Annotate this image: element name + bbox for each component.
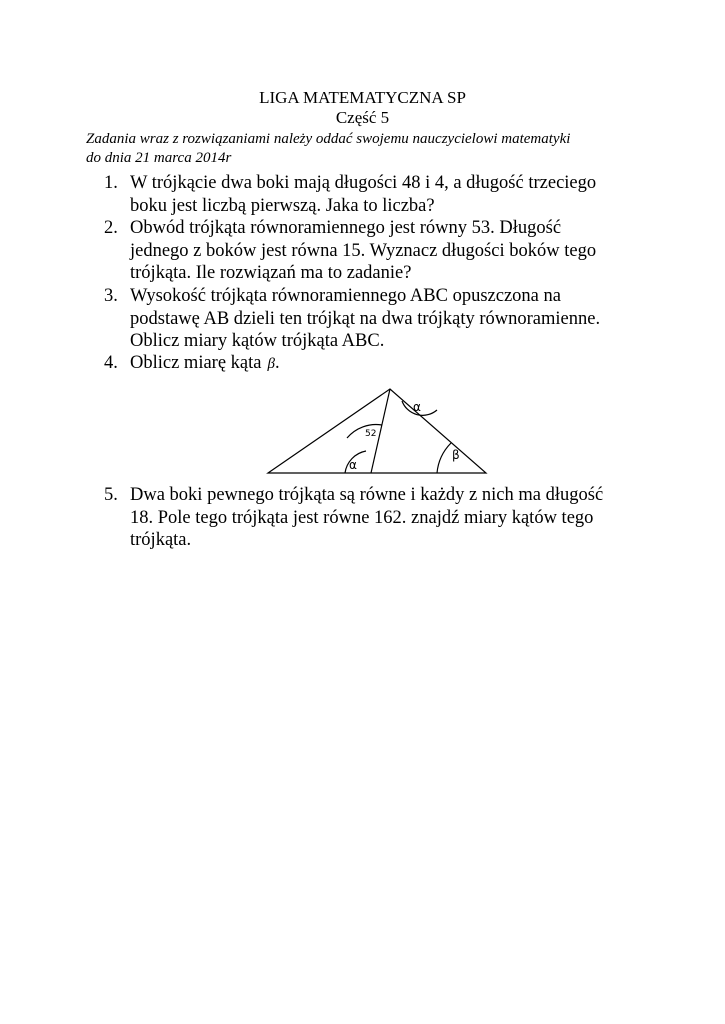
task-text-line: jednego z boków jest równa 15. Wyznacz długości boków tego [130,240,597,261]
task-text-line: Wysokość trójkąta równoramiennego ABC opuszczona na [130,286,561,306]
part-label: Część 5 [335,108,390,127]
task-3 [104,285,644,353]
task-number: 2. [104,218,118,238]
task-text-line: Obwód trójkąta równoramiennego jest równy 53. Długość [130,218,562,238]
task-number: 4. [104,353,118,373]
alpha-label-bottom: α [349,458,357,472]
task-5 [104,484,644,552]
task-text-line: trójkąta. [130,530,192,550]
task-text: Oblicz miarę kąta [130,353,262,373]
beta-angle-arc [437,443,451,473]
task-text-line: boku jest liczbą pierwszą. Jaka to liczba? [130,195,435,216]
task-4 [104,352,644,376]
task-number: 3. [104,286,118,306]
alpha-label-top: α [413,400,421,414]
task-text-line: podstawę AB dzieli ten trójkąt na dwa trójkąty równoramienne. [130,308,601,329]
task-text-line: W trójkącie dwa boki mają długości 48 i 4, a długość trzeciego [130,173,597,193]
triangle-figure [265,385,490,482]
task-number: 5. [104,485,118,505]
task-number: 1. [104,173,118,193]
task-text-line [104,352,644,376]
task-1 [104,172,644,217]
angle-52-label: 52 [365,429,377,439]
task-text-end: . [274,353,280,373]
task-text-line: 18. Pole tego trójkąta jest równe 162. znajdź miary kątów tego [130,507,594,528]
instructions-line-2: do dnia 21 marca 2014r [86,150,232,166]
task-text-line: trójkąta. Ile rozwiązań ma to zadanie? [130,263,412,283]
beta-label: β [452,448,460,462]
beta-symbol: β [267,356,275,372]
task-text-line: Oblicz miary kątów trójkąta ABC. [130,331,385,351]
task-2 [104,217,644,285]
instructions-line-1: Zadania wraz z rozwiązaniami należy oddać swojemu nauczycielowi matematyki [86,131,571,147]
task-text-line: Dwa boki pewnego trójkąta są równe i każdy z nich ma długość [130,485,604,505]
document-title: LIGA MATEMATYCZNA SP [259,88,466,107]
triangle-diagram [265,385,490,477]
